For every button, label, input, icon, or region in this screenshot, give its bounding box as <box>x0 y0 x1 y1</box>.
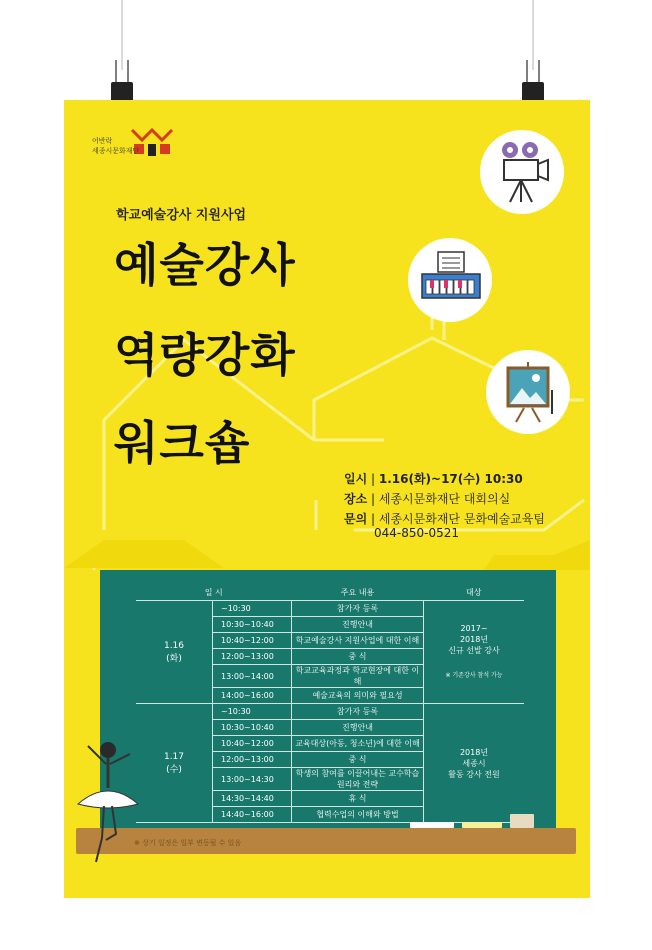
content-cell: 참가자 등록 <box>292 704 424 720</box>
content-cell: 휴 식 <box>292 791 424 807</box>
header-content: 주요 내용 <box>292 584 424 601</box>
time-cell: 13:00~14:30 <box>213 768 292 791</box>
place-info: 장소 | 세종시문화재단 대회의실 <box>344 492 511 506</box>
title-line-3: 워크숍 <box>114 416 251 470</box>
content-cell: 중 식 <box>292 752 424 768</box>
chalk-white <box>410 822 454 828</box>
content-cell: 진행안내 <box>292 617 424 633</box>
film-camera-icon <box>480 130 564 214</box>
place-label: 장소 <box>344 492 368 506</box>
contact-label: 문의 <box>344 512 368 526</box>
contact-info: 문의 | 세종시문화재단 문화예술교육팀 <box>344 512 545 526</box>
day-label: 1.16 (화) <box>136 601 213 704</box>
time-cell: 13:00~14:00 <box>213 665 292 688</box>
logo-line2: 세종시문화재단 <box>92 147 140 155</box>
time-cell: ~10:30 <box>213 601 292 617</box>
target-note: ※ 기존강사 참석 가능 <box>445 672 503 679</box>
time-cell: 12:00~13:00 <box>213 649 292 665</box>
contact-phone: 044-850-0521 <box>374 526 460 540</box>
table-row <box>136 601 524 617</box>
time-cell: 10:40~12:00 <box>213 633 292 649</box>
time-cell: 10:40~12:00 <box>213 736 292 752</box>
content-cell: 학교교육과정과 학교현장에 대한 이해 <box>292 665 424 688</box>
schedule-table <box>136 584 524 823</box>
header-date: 일 시 <box>136 584 292 601</box>
date-value: 1.16(화)~17(수) 10:30 <box>378 472 523 486</box>
place-value: 세종시문화재단 대회의실 <box>378 492 511 506</box>
footnote: ※ 상기 일정은 일부 변동될 수 있음 <box>134 839 242 847</box>
time-cell: 14:40~16:00 <box>213 807 292 823</box>
eraser <box>510 814 534 828</box>
table-row <box>136 704 524 720</box>
target-text: 2017~ 2018년 신규 선발 강사 <box>448 624 500 655</box>
date-info: 일시 | 1.16(화)~17(수) 10:30 <box>344 472 523 486</box>
content-cell: 중 식 <box>292 649 424 665</box>
logo-text <box>92 136 139 156</box>
event-subtitle: 학교예술강사 지원사업 <box>116 208 247 223</box>
piano-circle <box>408 238 492 322</box>
target-cell <box>424 704 525 823</box>
day-label: 1.17 (수) <box>136 704 213 823</box>
logo-line1: 어반락 <box>92 137 113 145</box>
title-line-2: 역량강화 <box>114 328 296 382</box>
content-cell: 학생의 참여를 이끌어내는 교수학습 원리와 전략 <box>292 768 424 791</box>
content-cell: 참가자 등록 <box>292 601 424 617</box>
time-cell: 10:30~10:40 <box>213 720 292 736</box>
time-cell: 10:30~10:40 <box>213 617 292 633</box>
day1-rows <box>136 601 524 704</box>
schedule-board <box>100 570 556 834</box>
target-text: 2018년 세종시 활동 강사 전원 <box>448 747 500 779</box>
foundation-logo-icon <box>128 126 218 162</box>
date-label: 일시 <box>344 472 368 486</box>
header-target: 대상 <box>424 584 525 601</box>
day2-rows <box>136 704 524 823</box>
time-cell: 14:00~16:00 <box>213 688 292 704</box>
content-cell: 예술교육의 의미와 필요성 <box>292 688 424 704</box>
content-cell: 교육대상(아동, 청소년)에 대한 이해 <box>292 736 424 752</box>
time-cell: ~10:30 <box>213 704 292 720</box>
chalk-yellow <box>462 822 502 828</box>
piano-score-icon <box>408 238 492 322</box>
title-line-1: 예술강사 <box>114 238 296 292</box>
easel-painting-icon <box>486 350 570 434</box>
content-cell: 학교예술강사 지원사업에 대한 이해 <box>292 633 424 649</box>
ballerina-illustration <box>66 734 146 866</box>
contact-value: 세종시문화재단 문화예술교육팀 <box>378 512 545 526</box>
time-cell: 14:30~14:40 <box>213 791 292 807</box>
content-cell: 협력수업의 이해와 방법 <box>292 807 424 823</box>
time-cell: 12:00~13:00 <box>213 752 292 768</box>
poster <box>64 100 590 898</box>
target-cell <box>424 601 525 704</box>
table-header-row <box>136 584 524 601</box>
content-cell: 진행안내 <box>292 720 424 736</box>
easel-circle <box>486 350 570 434</box>
film-camera-circle <box>480 130 564 214</box>
